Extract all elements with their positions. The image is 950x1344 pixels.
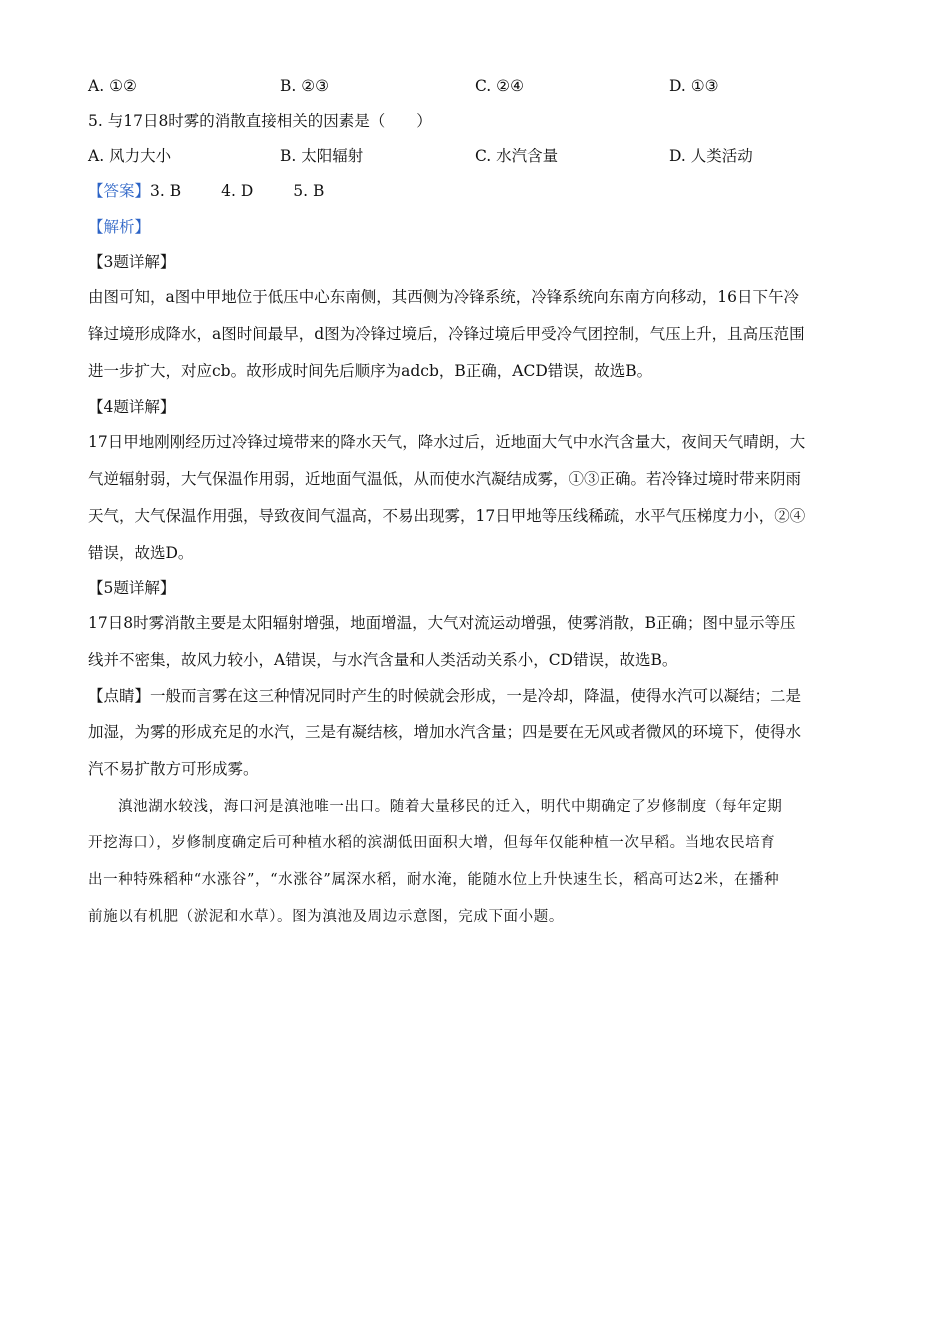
answer-item: 4. D	[221, 182, 254, 200]
q3-detail-line: 由图可知，a图中甲地位于低压中心东南侧，其西侧为冷锋系统，冷锋系统向东南方向移动，16日下午冷	[88, 288, 799, 306]
passage-line: 前施以有机肥（淤泥和水草）。图为滇池及周边示意图，完成下面小题。	[88, 909, 564, 925]
passage-line: 出一种特殊稻种“水涨谷”，“水涨谷”属深水稻，耐水淹，能随水位上升快速生长，稻高可达2米，在播种	[88, 872, 780, 888]
q5-option-c: C. 水汽含量	[475, 147, 559, 165]
tip-label: 【点睛】	[88, 687, 151, 705]
q5-option-d: D. 人类活动	[669, 147, 753, 165]
q3-detail-line: 进一步扩大，对应cb。故形成时间先后顺序为adcb，B正确，ACD错误，故选B。	[88, 362, 653, 380]
q4-detail-line: 17日甲地刚刚经历过冷锋过境带来的降水天气，降水过后，近地面大气中水汽含量大，夜间天气晴朗，大	[88, 433, 806, 451]
q5-option-a: A. 风力大小	[88, 147, 172, 165]
analysis-label: 【解析】	[88, 218, 151, 236]
q5-detail-line: 线并不密集，故风力较小，A错误，与水汽含量和人类活动关系小，CD错误，故选B。	[88, 651, 678, 669]
q4-detail-line: 天气，大气保温作用强，导致夜间气温高，不易出现雾，17日甲地等压线稀疏，水平气压梯度力小，②④	[88, 507, 806, 525]
q3-detail-heading: 【3题详解】	[88, 253, 176, 271]
q3-detail-line: 锋过境形成降水，a图时间最早，d图为冷锋过境后，冷锋过境后甲受冷气团控制，气压上升，且高压范围	[88, 325, 805, 343]
answer-item: 5. B	[293, 182, 325, 200]
q4-option-c: C. ②④	[475, 77, 524, 95]
answer-item: 3. B	[150, 182, 182, 200]
q4-option-a: A. ①②	[88, 77, 137, 95]
q4-detail-line: 气逆辐射弱，大气保温作用弱，近地面气温低，从而使水汽凝结成雾，①③正确。若冷锋过境时带来阴雨	[88, 470, 802, 488]
q5-detail-line: 17日8时雾消散主要是太阳辐射增强，地面增温，大气对流运动增强，使雾消散，B正确；图中显示等压	[88, 614, 796, 632]
tip-line: 汽不易扩散方可形成雾。	[88, 760, 259, 778]
q4-detail-line: 错误，故选D。	[88, 544, 194, 562]
tip-line: 加湿，为雾的形成充足的水汽，三是有凝结核，增加水汽含量；四是要在无风或者微风的环境下，使得水	[88, 723, 802, 741]
passage-line: 滇池湖水较浅，海口河是滇池唯一出口。随着大量移民的迁入，明代中期确定了岁修制度（每年定期	[118, 799, 783, 815]
q5-detail-heading: 【5题详解】	[88, 579, 176, 597]
answer-line	[88, 181, 868, 201]
q5-stem: 5. 与17日8时雾的消散直接相关的因素是（ ）	[88, 112, 432, 130]
tip-line: 【点睛】一般而言雾在这三种情况同时产生的时候就会形成，一是冷却，降温，使得水汽可以凝结；二是	[88, 687, 802, 705]
answer-label: 【答案】	[88, 182, 151, 200]
q5-option-b: B. 太阳辐射	[280, 147, 364, 165]
q4-option-b: B. ②③	[280, 77, 330, 95]
q4-detail-heading: 【4题详解】	[88, 398, 176, 416]
passage-line: 开挖海口），岁修制度确定后可种植水稻的滨湖低田面积大增，但每年仅能种植一次早稻。当地农民培育	[88, 835, 776, 851]
q4-option-d: D. ①③	[669, 77, 719, 95]
